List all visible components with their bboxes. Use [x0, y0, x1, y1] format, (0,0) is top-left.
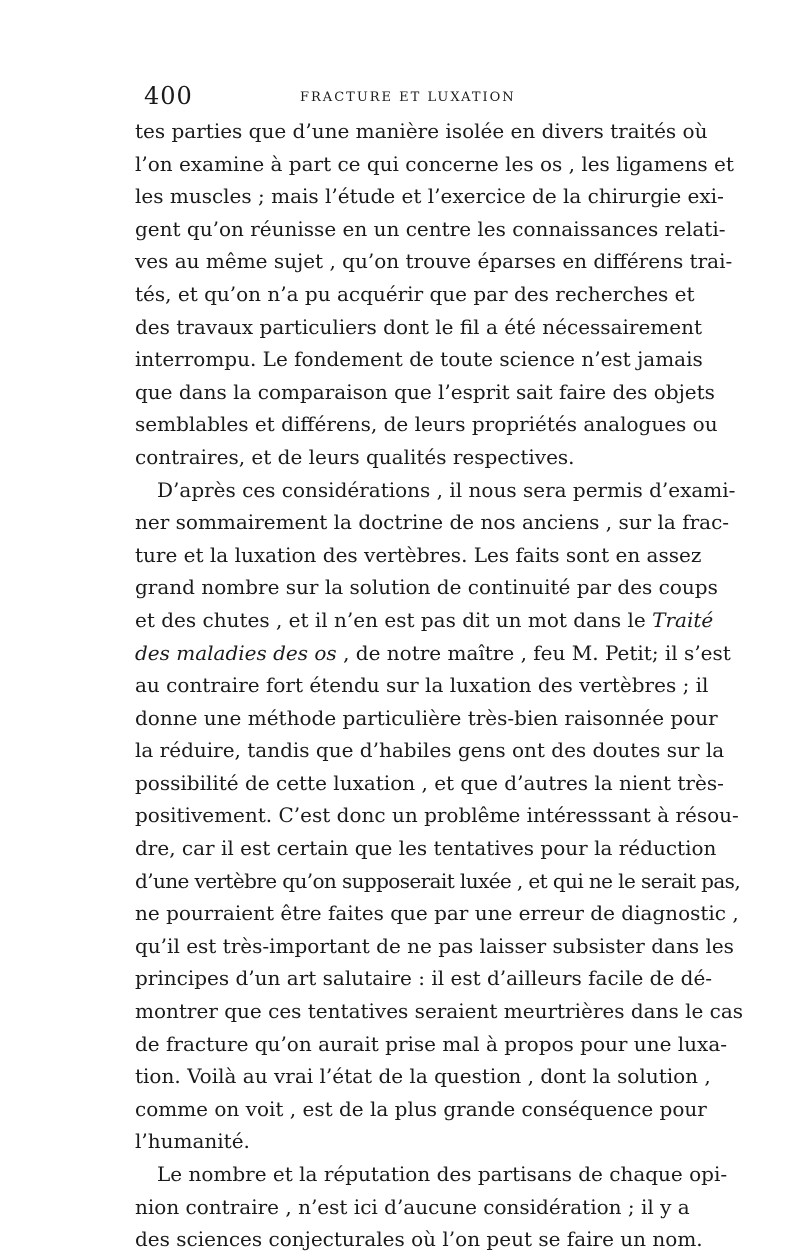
text-line: semblables et différens, de leurs propriétés analogues ou [135, 412, 718, 437]
text-line: positivement. C’est donc un problême intéresssant à résou- [135, 803, 739, 828]
text-line: Le nombre et la réputation des partisans de chaque opi- [157, 1162, 728, 1186]
text-fragment: et des chutes , et il n’en est pas dit un mot dans le [135, 607, 646, 632]
text-line: tion. Voilà au vrai l’état de la question , dont la solution , [135, 1064, 711, 1089]
running-head: FRACTURE ET LUXATION [300, 90, 516, 105]
text-line: D’après ces considérations , il nous sera permis d’exami- [157, 477, 736, 502]
text-line: ner sommairement la doctrine de nos anciens , sur la frac- [135, 510, 730, 535]
text-line: d’une vertèbre qu’on supposerait luxée , et qui ne le serait pas, [135, 868, 741, 893]
text-line-with-title [135, 637, 731, 670]
text-line: ture et la luxation des vertèbres. Les faits sont en assez [135, 542, 702, 567]
body-text [135, 115, 744, 1256]
text-line: gent qu’on réunisse en un centre les connaissances relati- [135, 216, 726, 241]
text-line: tes parties que d’une manière isolée en divers traités où [135, 119, 708, 143]
text-fragment: , de notre maître , feu M. Petit; il s’est [343, 640, 731, 665]
italic-title-continued: des maladies des os [135, 640, 337, 665]
text-line: au contraire fort étendu sur la luxation des vertèbres ; il [135, 673, 709, 698]
text-line: nion contraire , n’est ici d’aucune considération ; il y a [135, 1194, 690, 1219]
text-line: la réduire, tandis que d’habiles gens ont des doutes sur la [135, 738, 725, 763]
text-line: que dans la comparaison que l’esprit sait faire des objets [135, 379, 715, 404]
text-line: des travaux particuliers dont le fil a été nécessairement [135, 314, 703, 339]
text-line: donne une méthode particulière très-bien raisonnée pour [135, 705, 718, 730]
text-line: tés, et qu’on n’a pu acquérir que par des recherches et [135, 281, 695, 306]
page-number: 400 [144, 82, 193, 110]
text-line: les muscles ; mais l’étude et l’exercice de la chirurgie exi- [135, 184, 724, 209]
text-line: possibilité de cette luxation , et que d’autres la nient très- [135, 770, 724, 795]
text-line: ne pourraient être faites que par une erreur de diagnostic , [135, 901, 739, 926]
page-header [140, 82, 670, 112]
text-line: comme on voit , est de la plus grande conséquence pour [135, 1096, 707, 1121]
text-line: l’on examine à part ce qui concerne les os , les ligamens et [135, 151, 734, 176]
text-line: interrompu. Le fondement de toute science n’est jamais [135, 347, 703, 372]
text-line: dre, car il est certain que les tentatives pour la réduction [135, 836, 717, 861]
text-line: principes d’un art salutaire : il est d’ailleurs facile de dé- [135, 966, 713, 991]
text-line-with-title [135, 604, 714, 637]
text-line: montrer que ces tentatives seraient meurtrières dans le cas [135, 999, 744, 1024]
text-line: des sciences conjecturales où l’on peut se faire un nom. [135, 1227, 703, 1252]
italic-title: Traité [652, 607, 714, 632]
text-line: contraires, et de leurs qualités respectives. [135, 444, 575, 469]
text-line: ves au même sujet , qu’on trouve éparses en différens trai- [135, 249, 733, 274]
text-line: grand nombre sur la solution de continuité par des coups [135, 575, 718, 600]
text-line: qu’il est très-important de ne pas laisser subsister dans les [135, 933, 734, 958]
text-line: l’humanité. [135, 1129, 250, 1154]
text-line: de fracture qu’on aurait prise mal à propos pour une luxa- [135, 1031, 728, 1056]
